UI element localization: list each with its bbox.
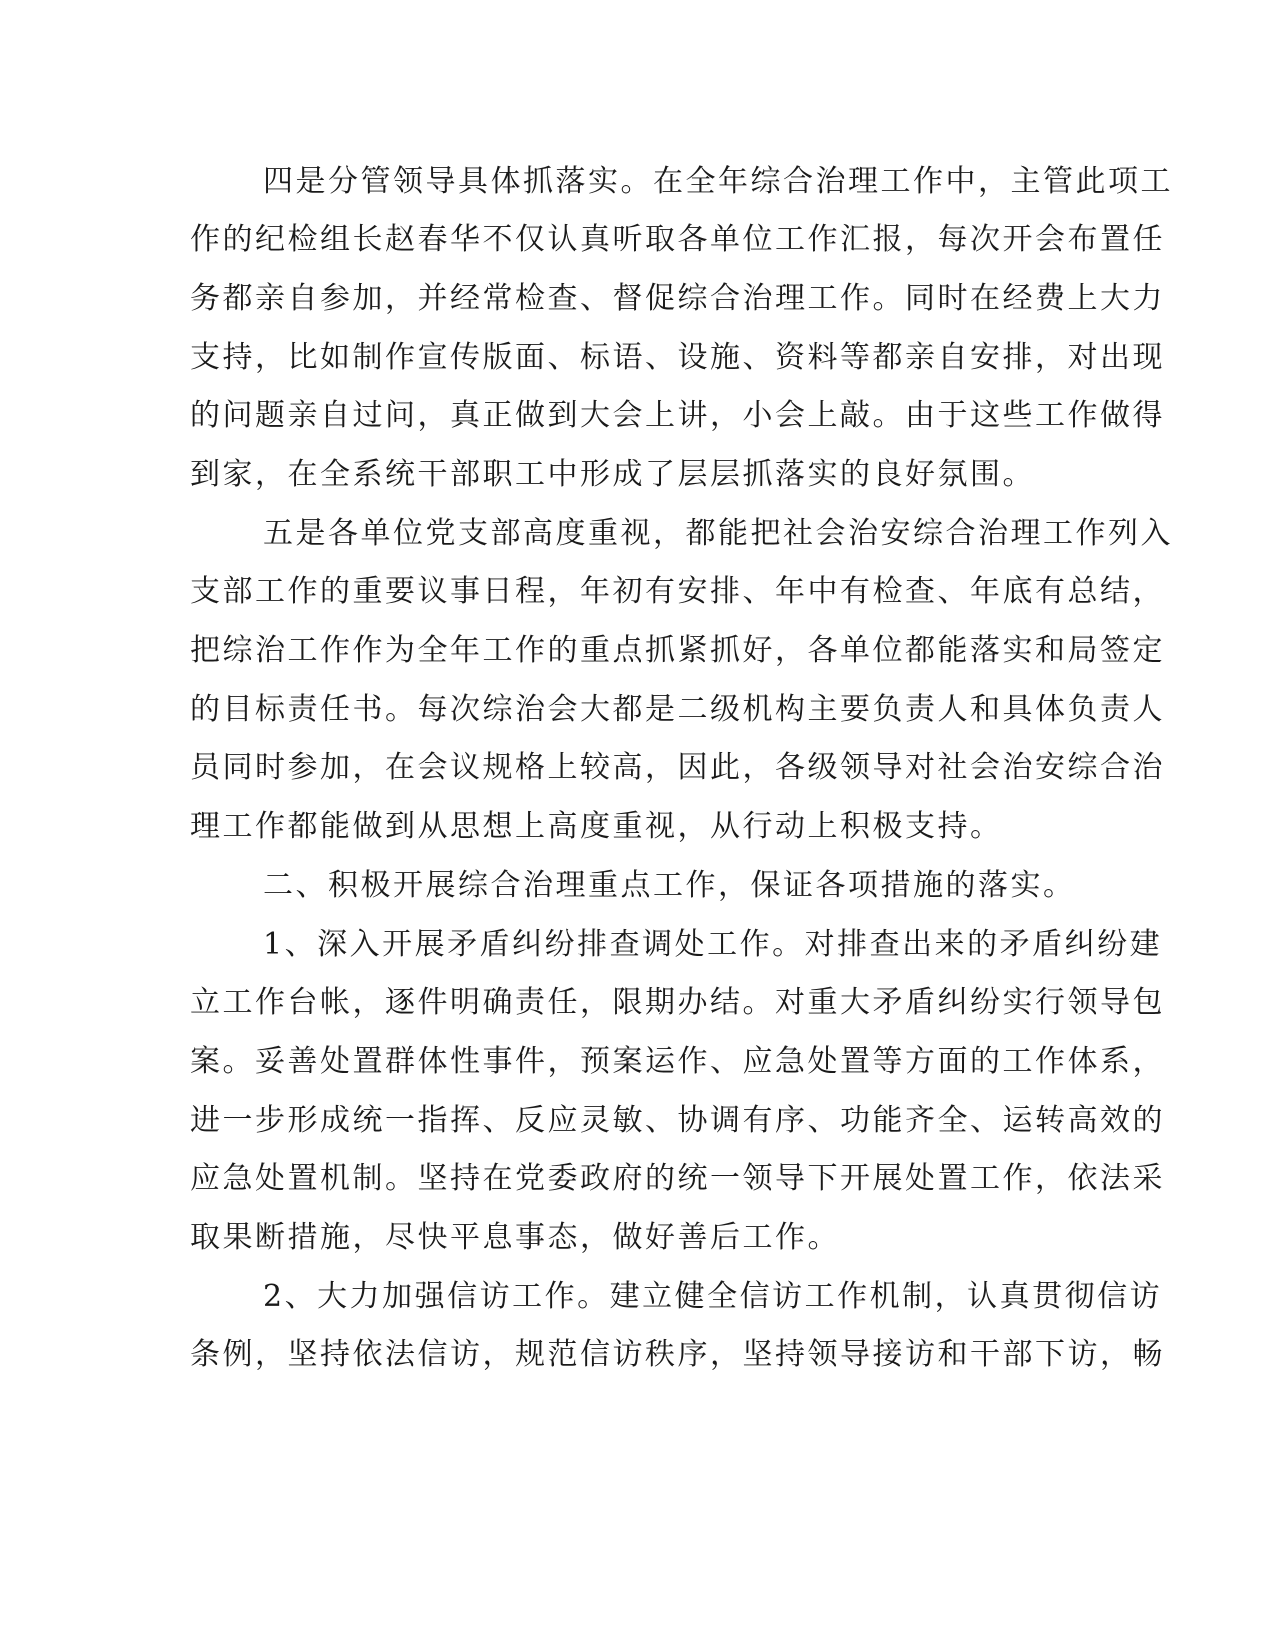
section-heading: 二、积极开展综合治理重点工作，保证各项措施的落实。 (263, 868, 1076, 903)
paragraph-line: 应急处置机制。坚持在党委政府的统一领导下开展处置工作，依法采 (190, 1161, 1165, 1196)
paragraph-line: 案。妥善处置群体性事件，预案运作、应急处置等方面的工作体系， (190, 1044, 1165, 1079)
paragraph-line: 把综治工作作为全年工作的重点抓紧抓好，各单位都能落实和局签定 (190, 633, 1165, 668)
paragraph-line: 务都亲自参加，并经常检查、督促综合治理工作。同时在经费上大力 (190, 281, 1165, 316)
paragraph-line: 取果断措施，尽快平息事态，做好善后工作。 (190, 1220, 840, 1255)
paragraph-line: 支持，比如制作宣传版面、标语、设施、资料等都亲自安排，对出现 (190, 340, 1165, 375)
paragraph-line: 1、深入开展矛盾纠纷排查调处工作。对排查出来的矛盾纠纷建 (263, 927, 1163, 962)
paragraph-line: 员同时参加，在会议规格上较高，因此，各级领导对社会治安综合治 (190, 750, 1165, 785)
paragraph-line: 作的纪检组长赵春华不仅认真听取各单位工作汇报，每次开会布置任 (190, 222, 1165, 257)
paragraph-line: 进一步形成统一指挥、反应灵敏、协调有序、功能齐全、运转高效的 (190, 1103, 1165, 1138)
paragraph-line: 五是各单位党支部高度重视，都能把社会治安综合治理工作列入 (263, 516, 1173, 551)
paragraph-line: 四是分管领导具体抓落实。在全年综合治理工作中，主管此项工 (263, 164, 1173, 199)
paragraph-line: 理工作都能做到从思想上高度重视，从行动上积极支持。 (190, 809, 1003, 844)
paragraph-line: 的问题亲自过问，真正做到大会上讲，小会上敲。由于这些工作做得 (190, 398, 1165, 433)
paragraph-line: 支部工作的重要议事日程，年初有安排、年中有检查、年底有总结， (190, 574, 1165, 609)
paragraph-line: 立工作台帐，逐件明确责任，限期办结。对重大矛盾纠纷实行领导包 (190, 985, 1165, 1020)
paragraph-line: 2、大力加强信访工作。建立健全信访工作机制，认真贯彻信访 (263, 1279, 1163, 1314)
paragraph-line: 到家，在全系统干部职工中形成了层层抓落实的良好氛围。 (190, 457, 1035, 492)
paragraph-line: 条例，坚持依法信访，规范信访秩序，坚持领导接访和干部下访，畅 (190, 1337, 1165, 1372)
paragraph-line: 的目标责任书。每次综治会大都是二级机构主要负责人和具体负责人 (190, 692, 1165, 727)
